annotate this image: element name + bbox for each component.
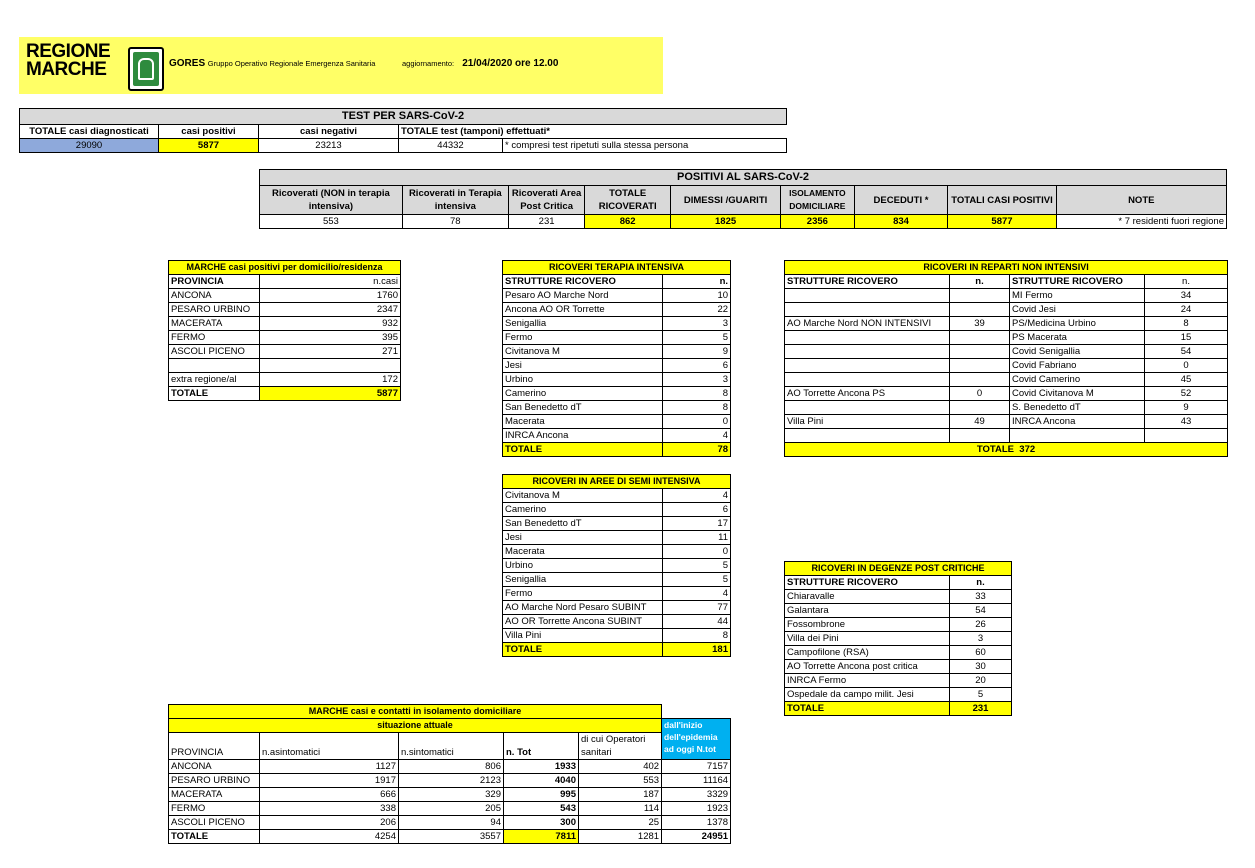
cell: Macerata <box>503 545 663 559</box>
isolamento-total-cumulative: 24951 <box>662 830 731 844</box>
cell: AO Marche Nord NON INTENSIVI <box>785 317 950 331</box>
cell <box>785 289 950 303</box>
postcrit-total-label: TOTALE <box>785 702 950 716</box>
cell: Covid Civitanova M <box>1010 387 1145 401</box>
table-row <box>785 331 1228 345</box>
cell <box>260 359 401 373</box>
cell: 52 <box>1145 387 1228 401</box>
table-row <box>785 415 1228 429</box>
cell: Villa Pini <box>785 415 950 429</box>
positivi-header-total-ricoverati: TOTALE RICOVERATI <box>585 186 671 215</box>
positivi-header-dimessi: DIMESSI /GUARITI <box>671 186 781 215</box>
cell <box>785 401 950 415</box>
cell: 33 <box>950 590 1012 604</box>
header-banner <box>19 37 663 94</box>
table-row <box>785 289 1228 303</box>
cell: 1378 <box>662 816 731 830</box>
cell: FERMO <box>169 331 260 345</box>
isolamento-table <box>168 704 731 844</box>
table-row <box>503 331 731 345</box>
nonint-col-strutture-1: STRUTTURE RICOVERO <box>785 275 950 289</box>
table-row <box>503 503 731 517</box>
cell: 187 <box>579 788 662 802</box>
spacer <box>662 705 731 719</box>
test-header-positive: casi positivi <box>159 125 259 139</box>
cell: Fossombrone <box>785 618 950 632</box>
table-row <box>503 559 731 573</box>
cell: AO Torrette Ancona PS <box>785 387 950 401</box>
postcrit-table <box>784 561 1012 716</box>
table-row <box>785 429 1228 443</box>
isolamento-col-sintomatici: n.sintomatici <box>399 733 504 760</box>
table-row <box>785 590 1012 604</box>
table-row <box>169 303 401 317</box>
table-row <box>503 489 731 503</box>
cell: Senigallia <box>503 573 663 587</box>
domicilio-title: MARCHE casi positivi per domicilio/residenza <box>169 261 401 275</box>
isolamento-total-tot: 7811 <box>504 830 579 844</box>
table-row <box>503 373 731 387</box>
isolamento-total-asintomatici: 4254 <box>260 830 399 844</box>
table-row <box>169 331 401 345</box>
cell: PS/Medicina Urbino <box>1010 317 1145 331</box>
cell: 26 <box>950 618 1012 632</box>
cell <box>785 359 950 373</box>
table-row <box>503 429 731 443</box>
cell: Covid Camerino <box>1010 373 1145 387</box>
cell: 5 <box>950 688 1012 702</box>
cell: 2123 <box>399 774 504 788</box>
cell: INRCA Ancona <box>503 429 663 443</box>
cell: PESARO URBINO <box>169 303 260 317</box>
isolamento-total-sintomatici: 3557 <box>399 830 504 844</box>
cell: 39 <box>950 317 1010 331</box>
logo-text-2: MARCHE <box>26 59 107 80</box>
isolamento-col-operatori: di cui Operatori sanitari <box>579 733 662 760</box>
cell: 1127 <box>260 760 399 774</box>
cell: 8 <box>1145 317 1228 331</box>
cell: Covid Senigallia <box>1010 345 1145 359</box>
cell: 25 <box>579 816 662 830</box>
cell <box>950 401 1010 415</box>
isolamento-col-provincia: PROVINCIA <box>169 733 260 760</box>
positivi-value-nonti: 553 <box>260 215 403 229</box>
table-row <box>785 604 1012 618</box>
cell: Urbino <box>503 373 663 387</box>
nonint-table <box>784 260 1228 457</box>
nonint-col-strutture-2: STRUTTURE RICOVERO <box>1010 275 1145 289</box>
table-row <box>169 345 401 359</box>
table-row <box>503 359 731 373</box>
positivi-value-dimessi: 1825 <box>671 215 781 229</box>
table-row <box>785 674 1012 688</box>
cell: 6 <box>663 503 731 517</box>
cell: MI Fermo <box>1010 289 1145 303</box>
org-desc: Gruppo Operativo Regionale Emergenza Sanitaria <box>207 59 376 68</box>
table-row <box>503 601 731 615</box>
cell <box>169 359 260 373</box>
cell <box>1010 429 1145 443</box>
positivi-value-totali: 5877 <box>948 215 1056 229</box>
cell: S. Benedetto dT <box>1010 401 1145 415</box>
total-row <box>169 387 401 401</box>
cell <box>785 331 950 345</box>
table-row <box>503 517 731 531</box>
ti-table <box>502 260 731 457</box>
cell: AO Marche Nord Pesaro SUBINT <box>503 601 663 615</box>
cell: 9 <box>1145 401 1228 415</box>
cell <box>950 373 1010 387</box>
cell: 49 <box>950 415 1010 429</box>
test-value-total: 29090 <box>20 139 159 153</box>
test-value-positive: 5877 <box>159 139 259 153</box>
total-row <box>169 830 731 844</box>
cell: Villa dei Pini <box>785 632 950 646</box>
cell: 0 <box>950 387 1010 401</box>
cell: Jesi <box>503 359 663 373</box>
postcrit-total-value: 231 <box>950 702 1012 716</box>
positivi-header-note: NOTE <box>1056 186 1226 215</box>
cell: 4040 <box>504 774 579 788</box>
cell: 271 <box>260 345 401 359</box>
cell: 1760 <box>260 289 401 303</box>
test-value-swabs: 44332 <box>399 139 503 153</box>
cell: 206 <box>260 816 399 830</box>
cell: 11 <box>663 531 731 545</box>
cell: Covid Fabriano <box>1010 359 1145 373</box>
cell: 300 <box>504 816 579 830</box>
cell: Camerino <box>503 503 663 517</box>
isolamento-col-asintomatici: n.asintomatici <box>260 733 399 760</box>
positivi-table <box>259 169 1227 229</box>
cell: 8 <box>663 387 731 401</box>
positivi-value-note: * 7 residenti fuori regione <box>1056 215 1226 229</box>
domicilio-col-casi: n.casi <box>260 275 401 289</box>
table-row <box>785 387 1228 401</box>
update-info <box>402 58 558 69</box>
domicilio-col-provincia: PROVINCIA <box>169 275 260 289</box>
cell: 932 <box>260 317 401 331</box>
cell <box>1145 429 1228 443</box>
cell: 4 <box>663 429 731 443</box>
positivi-header-postcrit: Ricoverati Area Post Critica <box>508 186 584 215</box>
positivi-value-deceduti: 834 <box>854 215 948 229</box>
cell: Villa Pini <box>503 629 663 643</box>
cell: 0 <box>663 415 731 429</box>
cell: AO OR Torrette Ancona SUBINT <box>503 615 663 629</box>
cell: 806 <box>399 760 504 774</box>
cell: 1917 <box>260 774 399 788</box>
table-row <box>169 373 401 387</box>
cell: INRCA Ancona <box>1010 415 1145 429</box>
cell: Jesi <box>503 531 663 545</box>
cell: MACERATA <box>169 317 260 331</box>
cell: 77 <box>663 601 731 615</box>
cell: 22 <box>663 303 731 317</box>
postcrit-title: RICOVERI IN DEGENZE POST CRITICHE <box>785 562 1012 576</box>
table-row <box>503 573 731 587</box>
positivi-value-total-ricoverati: 862 <box>585 215 671 229</box>
cell: 60 <box>950 646 1012 660</box>
cell: 10 <box>663 289 731 303</box>
cell: 338 <box>260 802 399 816</box>
cell: 4 <box>663 489 731 503</box>
org-name: GORES <box>169 58 206 69</box>
semi-title: RICOVERI IN AREE DI SEMI INTENSIVA <box>503 475 731 489</box>
positivi-header-nonti: Ricoverati (NON in terapia intensiva) <box>260 186 403 215</box>
cell: 402 <box>579 760 662 774</box>
table-row <box>503 345 731 359</box>
update-label: aggiornamento: <box>402 59 455 68</box>
test-note: * compresi test ripetuti sulla stessa persona <box>503 139 787 153</box>
cell: 44 <box>663 615 731 629</box>
table-row <box>169 788 731 802</box>
cell: 1933 <box>504 760 579 774</box>
isolamento-total-operatori: 1281 <box>579 830 662 844</box>
cell: Civitanova M <box>503 489 663 503</box>
positivi-header-isolamento: ISOLAMENTO DOMICILIARE <box>781 186 854 215</box>
table-row <box>785 345 1228 359</box>
cell: 553 <box>579 774 662 788</box>
table-row <box>785 646 1012 660</box>
test-header-swabs: TOTALE test (tamponi) effettuati* <box>399 125 787 139</box>
region-emblem-icon <box>128 47 164 91</box>
total-row <box>503 643 731 657</box>
cell: MACERATA <box>169 788 260 802</box>
cell: 5 <box>663 331 731 345</box>
cell: ASCOLI PICENO <box>169 345 260 359</box>
table-row <box>503 289 731 303</box>
table-row <box>503 415 731 429</box>
positivi-value-ti: 78 <box>402 215 508 229</box>
table-row <box>169 802 731 816</box>
total-row <box>785 443 1228 457</box>
table-row <box>503 317 731 331</box>
table-row <box>785 373 1228 387</box>
cell: Ancona AO OR Torrette <box>503 303 663 317</box>
table-row <box>503 615 731 629</box>
cell: ANCONA <box>169 760 260 774</box>
table-row <box>503 303 731 317</box>
table-row <box>503 587 731 601</box>
cell <box>950 345 1010 359</box>
cell: ASCOLI PICENO <box>169 816 260 830</box>
cell: ANCONA <box>169 289 260 303</box>
cell <box>950 359 1010 373</box>
cell: Macerata <box>503 415 663 429</box>
ti-total-label: TOTALE <box>503 443 663 457</box>
nonint-total-label: TOTALE <box>976 444 1015 455</box>
table-row <box>785 660 1012 674</box>
cell: 5 <box>663 559 731 573</box>
cell: INRCA Fermo <box>785 674 950 688</box>
cell: 94 <box>399 816 504 830</box>
table-row <box>503 545 731 559</box>
cell: Galantara <box>785 604 950 618</box>
table-row <box>785 401 1228 415</box>
cell: San Benedetto dT <box>503 517 663 531</box>
table-row <box>785 359 1228 373</box>
table-row <box>785 688 1012 702</box>
semi-table <box>502 474 731 657</box>
cell: 45 <box>1145 373 1228 387</box>
table-row <box>503 401 731 415</box>
cell: 7157 <box>662 760 731 774</box>
table-row <box>785 632 1012 646</box>
cell <box>950 289 1010 303</box>
cell <box>950 303 1010 317</box>
positivi-title: POSITIVI AL SARS-CoV-2 <box>260 170 1227 186</box>
nonint-total-value: 372 <box>1019 444 1036 455</box>
cell: 20 <box>950 674 1012 688</box>
test-table <box>19 108 787 153</box>
isolamento-side-header: dall'inizio dell'epidemia ad oggi N.tot <box>662 719 731 760</box>
cell: 8 <box>663 401 731 415</box>
nonint-total <box>785 443 1228 457</box>
ti-col-strutture: STRUTTURE RICOVERO <box>503 275 663 289</box>
cell: Fermo <box>503 587 663 601</box>
table-row <box>503 629 731 643</box>
cell: Chiaravalle <box>785 590 950 604</box>
cell: 54 <box>1145 345 1228 359</box>
cell: Ospedale da campo milit. Jesi <box>785 688 950 702</box>
ti-col-n: n. <box>663 275 731 289</box>
cell <box>785 303 950 317</box>
cell: 4 <box>663 587 731 601</box>
semi-total-value: 181 <box>663 643 731 657</box>
ti-title: RICOVERI TERAPIA INTENSIVA <box>503 261 731 275</box>
positivi-value-postcrit: 231 <box>508 215 584 229</box>
cell: 5 <box>663 573 731 587</box>
cell: 3 <box>663 317 731 331</box>
test-value-negative: 23213 <box>259 139 399 153</box>
cell: 11164 <box>662 774 731 788</box>
table-row <box>169 760 731 774</box>
cell: 34 <box>1145 289 1228 303</box>
table-row <box>169 359 401 373</box>
cell <box>950 429 1010 443</box>
test-title: TEST PER SARS-CoV-2 <box>20 109 787 125</box>
cell: Fermo <box>503 331 663 345</box>
cell: 543 <box>504 802 579 816</box>
cell: 3329 <box>662 788 731 802</box>
cell: 15 <box>1145 331 1228 345</box>
cell: 995 <box>504 788 579 802</box>
cell: 1923 <box>662 802 731 816</box>
cell: 54 <box>950 604 1012 618</box>
cell: 43 <box>1145 415 1228 429</box>
cell <box>950 331 1010 345</box>
nonint-col-n-2: n. <box>1145 275 1228 289</box>
cell: 329 <box>399 788 504 802</box>
logo-text-1: REGIONE <box>26 41 111 62</box>
regione-marche-logo <box>26 43 166 89</box>
cell: PS Macerata <box>1010 331 1145 345</box>
cell <box>785 373 950 387</box>
cell: San Benedetto dT <box>503 401 663 415</box>
cell: 3 <box>663 373 731 387</box>
cell <box>785 345 950 359</box>
isolamento-total-label: TOTALE <box>169 830 260 844</box>
cell: 3 <box>950 632 1012 646</box>
cell <box>785 429 950 443</box>
cell: Senigallia <box>503 317 663 331</box>
cell: 17 <box>663 517 731 531</box>
cell: 666 <box>260 788 399 802</box>
ti-total-value: 78 <box>663 443 731 457</box>
cell: 8 <box>663 629 731 643</box>
table-row <box>169 774 731 788</box>
semi-total-label: TOTALE <box>503 643 663 657</box>
cell: 395 <box>260 331 401 345</box>
cell: Campofilone (RSA) <box>785 646 950 660</box>
domicilio-table <box>168 260 401 401</box>
cell: Covid Jesi <box>1010 303 1145 317</box>
positivi-value-isolamento: 2356 <box>781 215 854 229</box>
cell: AO Torrette Ancona post critica <box>785 660 950 674</box>
domicilio-total-label: TOTALE <box>169 387 260 401</box>
nonint-title: RICOVERI IN REPARTI NON INTENSIVI <box>785 261 1228 275</box>
table-row <box>169 289 401 303</box>
update-value: 21/04/2020 ore 12.00 <box>462 58 559 69</box>
cell: 2347 <box>260 303 401 317</box>
cell: Civitanova M <box>503 345 663 359</box>
test-header-total: TOTALE casi diagnosticati <box>20 125 159 139</box>
total-row <box>503 443 731 457</box>
cell: FERMO <box>169 802 260 816</box>
isolamento-title: MARCHE casi e contatti in isolamento domiciliare <box>169 705 662 719</box>
cell: 30 <box>950 660 1012 674</box>
table-row <box>169 816 731 830</box>
table-row <box>169 317 401 331</box>
cell: 0 <box>663 545 731 559</box>
positivi-header-deceduti: DECEDUTI * <box>854 186 948 215</box>
positivi-header-ti: Ricoverati in Terapia intensiva <box>402 186 508 215</box>
postcrit-col-strutture: STRUTTURE RICOVERO <box>785 576 950 590</box>
table-row <box>503 387 731 401</box>
cell: 172 <box>260 373 401 387</box>
total-row <box>785 702 1012 716</box>
table-row <box>785 303 1228 317</box>
table-row <box>785 317 1228 331</box>
cell: 24 <box>1145 303 1228 317</box>
isolamento-subtitle: situazione attuale <box>169 719 662 733</box>
cell: Pesaro AO Marche Nord <box>503 289 663 303</box>
isolamento-col-tot: n. Tot <box>504 733 579 760</box>
cell: Camerino <box>503 387 663 401</box>
cell: 0 <box>1145 359 1228 373</box>
postcrit-col-n: n. <box>950 576 1012 590</box>
cell: Urbino <box>503 559 663 573</box>
domicilio-total-value: 5877 <box>260 387 401 401</box>
cell: PESARO URBINO <box>169 774 260 788</box>
cell: 9 <box>663 345 731 359</box>
positivi-header-totali: TOTALI CASI POSITIVI <box>948 186 1056 215</box>
nonint-col-n-1: n. <box>950 275 1010 289</box>
cell: 114 <box>579 802 662 816</box>
cell: 205 <box>399 802 504 816</box>
table-row <box>785 618 1012 632</box>
table-row <box>503 531 731 545</box>
test-header-negative: casi negativi <box>259 125 399 139</box>
cell: extra regione/al <box>169 373 260 387</box>
org-info <box>169 58 375 69</box>
cell: 6 <box>663 359 731 373</box>
